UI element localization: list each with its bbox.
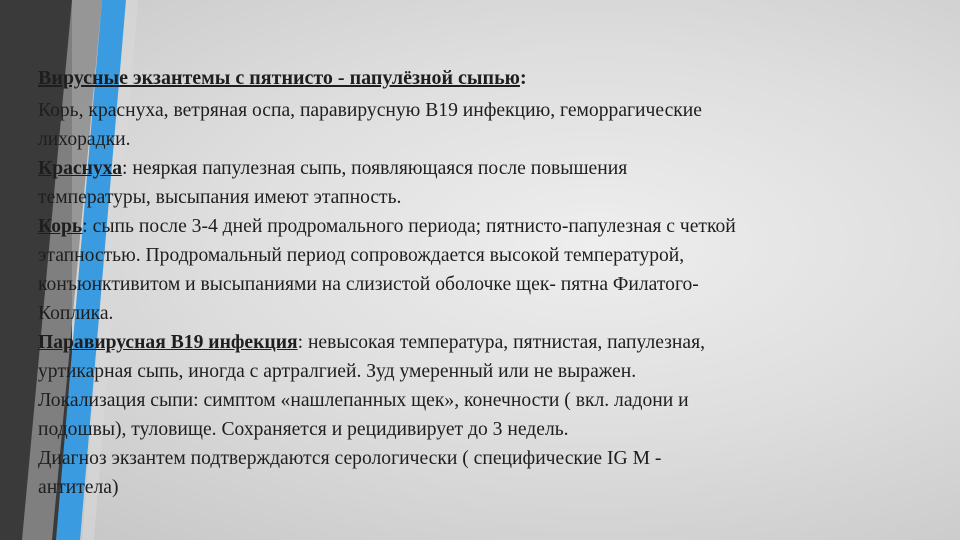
term-separator: :: [297, 332, 304, 353]
term-heading: Паравирусная В19 инфекция: [38, 332, 298, 353]
text-line: [38, 154, 928, 183]
text-line: [38, 328, 928, 357]
slide-content: [38, 64, 928, 502]
body-text: [38, 96, 928, 502]
slide-title-text: Вирусные экзантемы с пятнисто - папулёзной сыпью: [38, 67, 520, 89]
text-line: [38, 415, 928, 444]
text-line: [38, 125, 928, 154]
line-text: лихорадки.: [38, 129, 131, 150]
line-text: конъюнктивитом и высыпаниями на слизистой оболочке щек- пятна Филатого-: [38, 274, 699, 295]
text-line: [38, 299, 928, 328]
line-text: Корь, краснуха, ветряная оспа, паравирусную В19 инфекцию, геморрагические: [38, 100, 702, 121]
text-line: [38, 270, 928, 299]
text-line: [38, 241, 928, 270]
text-line: [38, 473, 928, 502]
line-text: этапностью. Продромальный период сопровождается высокой температурой,: [38, 245, 685, 266]
term-separator: :: [122, 158, 128, 179]
line-text: Локализация сыпи: симптом «нашлепанных щек», конечности ( вкл. ладони и: [38, 390, 689, 411]
term-heading: Краснуха: [38, 158, 123, 179]
slide-title: [38, 64, 928, 93]
line-text: Коплика.: [38, 303, 114, 324]
line-text: температуры, высыпания имеют этапность.: [38, 187, 402, 208]
text-line: [38, 357, 928, 386]
line-text: неяркая папулезная сыпь, появляющаяся после повышения: [127, 158, 628, 179]
term-heading: Корь: [38, 216, 83, 237]
line-text: антитела): [38, 477, 119, 498]
term-separator: :: [82, 216, 88, 237]
text-line: [38, 96, 928, 125]
line-text: сыпь после 3-4 дней продромального периода; пятнисто-папулезная с четкой: [87, 216, 736, 237]
text-line: [38, 444, 928, 473]
text-line: [38, 183, 928, 212]
line-text: подошвы), туловище. Сохраняется и рецидивирует до 3 недель.: [38, 419, 569, 440]
line-text: уртикарная сыпь, иногда с артралгией. Зуд умеренный или не выражен.: [38, 361, 637, 382]
line-text: Диагноз экзантем подтверждаются серологически ( специфические IG M -: [38, 448, 662, 469]
text-line: [38, 212, 928, 241]
line-text: невысокая температура, пятнистая, папулезная,: [303, 332, 706, 353]
slide-title-suffix: :: [519, 67, 527, 89]
text-line: [38, 386, 928, 415]
